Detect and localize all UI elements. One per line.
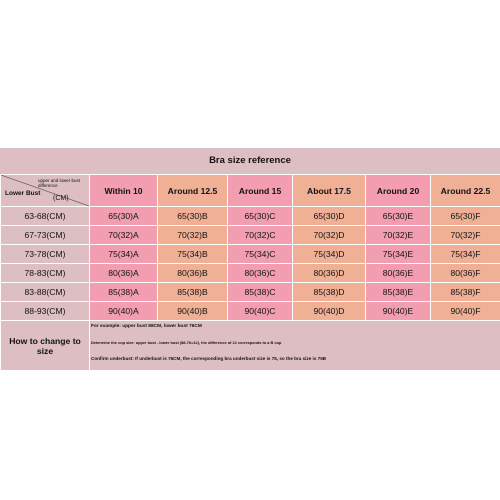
lower-bust-range: 83-88(CM) — [1, 283, 90, 302]
size-cell: 65(30)B — [158, 207, 228, 226]
size-cell: 85(38)E — [366, 283, 431, 302]
size-cell: 90(40)B — [158, 302, 228, 321]
chart-title: Bra size reference — [0, 148, 500, 175]
how-to-instructions — [90, 321, 500, 371]
corner-cell — [1, 175, 90, 207]
size-cell: 75(34)D — [293, 245, 366, 264]
size-cell: 65(30)E — [366, 207, 431, 226]
size-cell: 90(40)E — [366, 302, 431, 321]
size-cell: 90(40)D — [293, 302, 366, 321]
size-cell: 65(30)F — [431, 207, 500, 226]
size-cell: 75(34)F — [431, 245, 500, 264]
table-row — [1, 226, 500, 245]
size-table — [0, 174, 500, 371]
size-cell: 65(30)C — [228, 207, 293, 226]
size-cell: 80(36)E — [366, 264, 431, 283]
how-to-row — [1, 321, 500, 371]
size-cell: 80(36)B — [158, 264, 228, 283]
size-cell: 70(32)B — [158, 226, 228, 245]
header-cell: Around 12.5 — [158, 175, 228, 207]
size-cell: 70(32)A — [90, 226, 158, 245]
size-cell: 70(32)C — [228, 226, 293, 245]
size-cell: 85(38)D — [293, 283, 366, 302]
header-cell: Around 15 — [228, 175, 293, 207]
underbust-line: Confirm underbust: If underbust is 76CM, the corresponding bra underbust size is 75, so the bra size is 75B — [91, 356, 327, 361]
header-cell: Around 20 — [366, 175, 431, 207]
lower-bust-range: 63-68(CM) — [1, 207, 90, 226]
size-cell: 65(30)A — [90, 207, 158, 226]
difference-label: upper and lower bust difference — [38, 178, 81, 188]
size-cell: 75(34)B — [158, 245, 228, 264]
size-cell: 80(36)F — [431, 264, 500, 283]
size-cell: 80(36)D — [293, 264, 366, 283]
size-cell: 90(40)A — [90, 302, 158, 321]
table-row — [1, 245, 500, 264]
table-row — [1, 207, 500, 226]
lower-bust-range: 88-93(CM) — [1, 302, 90, 321]
size-cell: 80(36)A — [90, 264, 158, 283]
unit-label: (CM) — [53, 195, 69, 202]
cup-size-line: Determine the cup size: upper bust - lower bust (88-76=12), the difference of 12 corresponds to a B cup — [91, 340, 282, 345]
header-cell: About 17.5 — [293, 175, 366, 207]
table-row — [1, 264, 500, 283]
size-cell: 75(34)A — [90, 245, 158, 264]
lower-bust-range: 73-78(CM) — [1, 245, 90, 264]
size-cell: 85(38)A — [90, 283, 158, 302]
how-to-label: How to change to size — [1, 321, 90, 371]
size-cell: 70(32)D — [293, 226, 366, 245]
size-cell: 90(40)F — [431, 302, 500, 321]
size-cell: 70(32)E — [366, 226, 431, 245]
lower-bust-range: 78-83(CM) — [1, 264, 90, 283]
header-row — [1, 175, 500, 207]
size-cell: 85(38)F — [431, 283, 500, 302]
size-cell: 90(40)C — [228, 302, 293, 321]
size-cell: 75(34)C — [228, 245, 293, 264]
lower-bust-label: Lower Bust — [5, 190, 41, 197]
size-cell: 85(38)B — [158, 283, 228, 302]
bra-size-chart — [0, 148, 500, 361]
header-cell: Around 22.5 — [431, 175, 500, 207]
example-line: For example: upper bust 88CM, lower bust 76CM — [91, 324, 202, 329]
header-cell: Within 10 — [90, 175, 158, 207]
table-row — [1, 283, 500, 302]
size-cell: 70(32)F — [431, 226, 500, 245]
size-cell: 80(36)C — [228, 264, 293, 283]
size-cell: 85(38)C — [228, 283, 293, 302]
lower-bust-range: 67-73(CM) — [1, 226, 90, 245]
table-row — [1, 302, 500, 321]
size-cell: 75(34)E — [366, 245, 431, 264]
size-cell: 65(30)D — [293, 207, 366, 226]
